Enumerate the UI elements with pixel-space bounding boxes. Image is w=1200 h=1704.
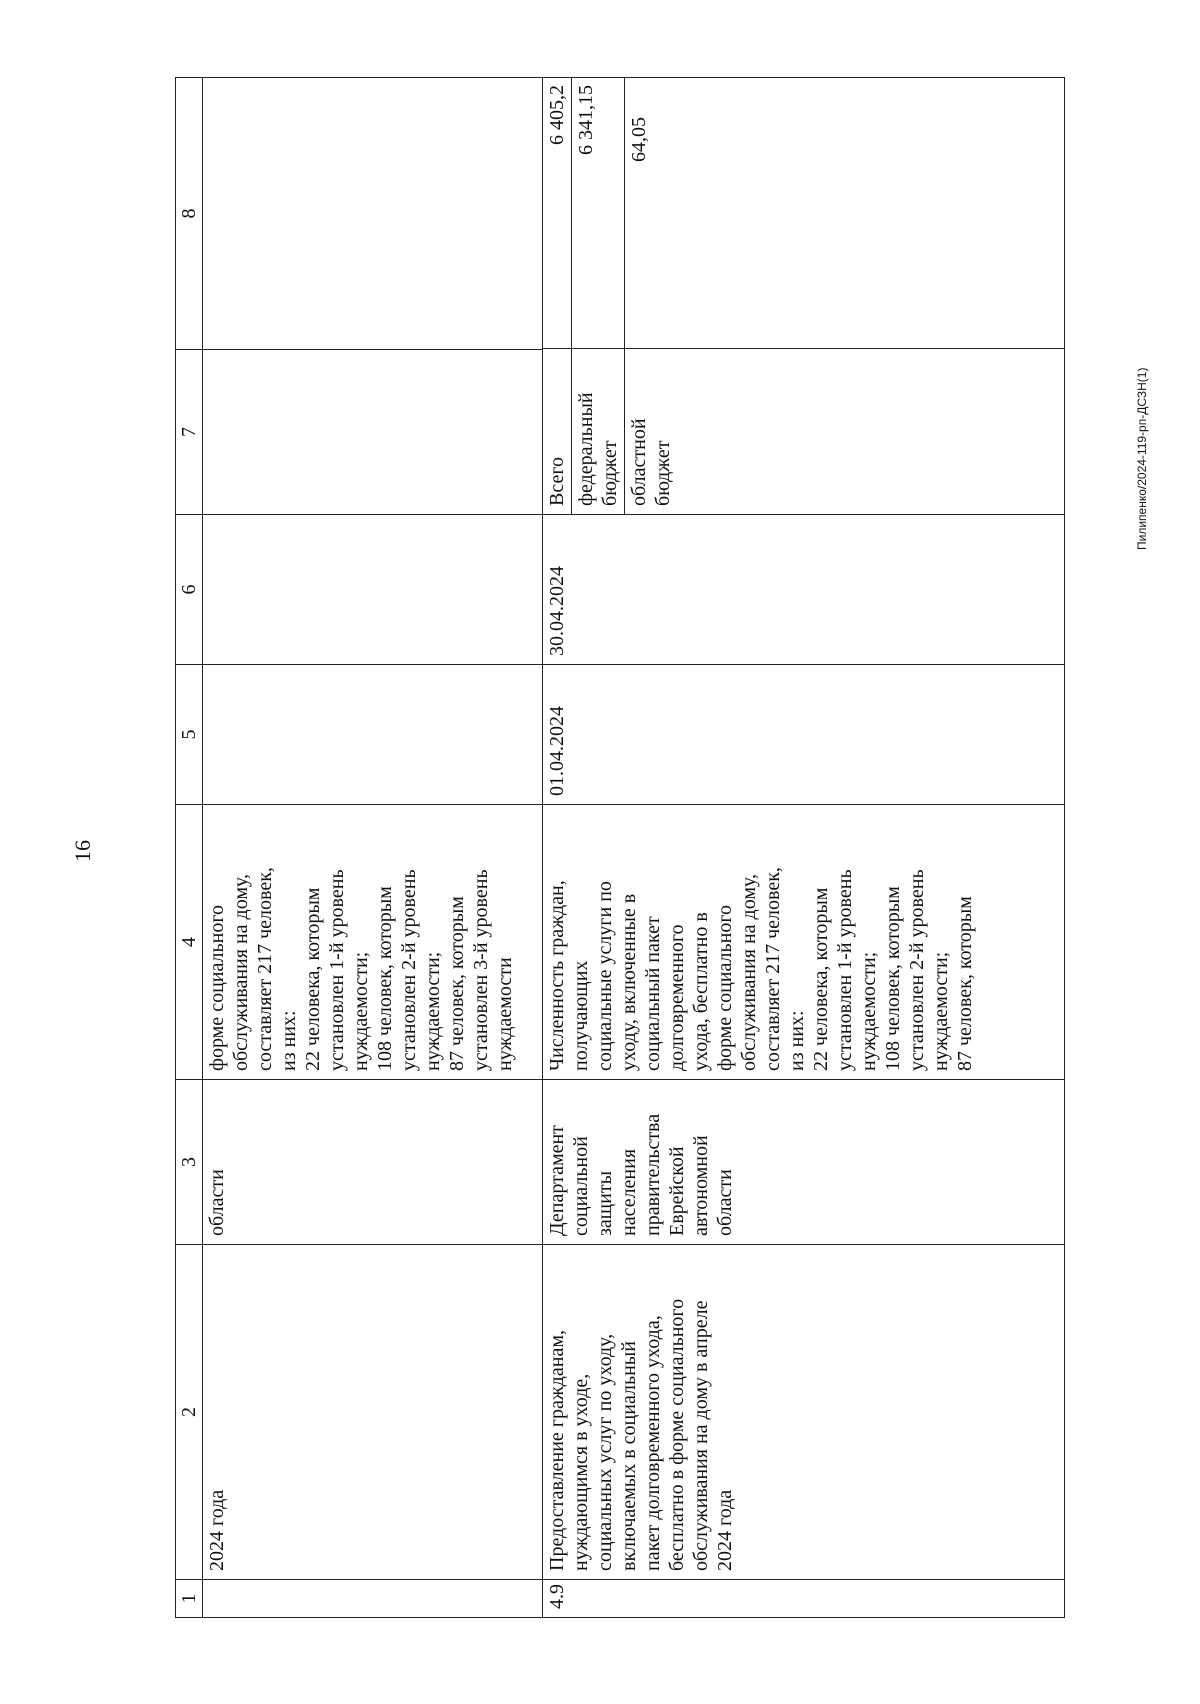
funding-amount: 6 341,15 xyxy=(572,77,625,349)
funding-block xyxy=(543,78,1065,515)
table-row xyxy=(543,78,1065,1618)
header-row xyxy=(176,78,203,1618)
indicator: Численность граждан, получающих социальные услуги по уходу, включенные в социальный пакет долговременного ухода, бесплатно в форме социального обслуживания на дому, составляет 217 человек, из них: 22 человека, которым установлен 1-й уровень нуждаемости; 108 человек, которым установлен 2-й уровень нуждаемости; 87 человек, которым xyxy=(543,805,1065,1080)
funding-source: федеральный бюджет xyxy=(572,349,625,514)
event-name: 2024 года xyxy=(203,1245,543,1580)
column-header-4: 4 xyxy=(176,805,203,1080)
page-number: 16 xyxy=(70,840,95,862)
funding-row xyxy=(625,77,1065,514)
responsible-party: области xyxy=(203,1080,543,1245)
funding-amount: 64,05 xyxy=(625,77,1065,349)
end-date: 30.04.2024 xyxy=(543,515,1065,665)
start-date: 01.04.2024 xyxy=(543,665,1065,805)
indicator: форме социального обслуживания на дому, составляет 217 человек, из них: 22 человека, которым установлен 1-й уровень нуждаемости; 108 человек, которым установлен 2-й уровень нуждаемости; 87 человек, которым установлен 3-й уровень нуждаемости xyxy=(203,805,543,1080)
responsible-party: Департамент социальной защиты населения правительства Еврейской автономной области xyxy=(543,1080,1065,1245)
column-header-7: 7 xyxy=(176,350,203,515)
funding-row xyxy=(572,77,625,514)
start-date xyxy=(203,665,543,805)
row-number xyxy=(203,1580,543,1618)
column-header-5: 5 xyxy=(176,665,203,805)
funding-source: областной бюджет xyxy=(625,349,1065,514)
funding-row xyxy=(543,77,572,514)
column-header-1: 1 xyxy=(176,1580,203,1618)
funding-amount: 6 405,2 xyxy=(543,77,572,349)
column-header-6: 6 xyxy=(176,515,203,665)
funding-table xyxy=(543,77,1064,514)
plan-table xyxy=(175,77,1065,1618)
event-name: Предоставление гражданам, нуждающимся в уходе, социальных услуг по уходу, включаемых в социальный пакет долговременного ухода, бесплатно в форме социального обслуживания на дому в апреле 2024 года xyxy=(543,1245,1065,1580)
row-number: 4.9 xyxy=(543,1580,1065,1618)
end-date xyxy=(203,515,543,665)
funding-source: Всего xyxy=(546,456,568,506)
plan-table-rotated xyxy=(175,78,1065,1618)
column-header-8: 8 xyxy=(176,78,203,350)
funding-source xyxy=(203,350,543,515)
document-code: Пилипенко/2024-119-рп-ДСЗН(1) xyxy=(1135,367,1149,550)
table-row xyxy=(203,78,543,1618)
column-header-2: 2 xyxy=(176,1245,203,1580)
column-header-3: 3 xyxy=(176,1080,203,1245)
funding-amount xyxy=(203,78,543,350)
